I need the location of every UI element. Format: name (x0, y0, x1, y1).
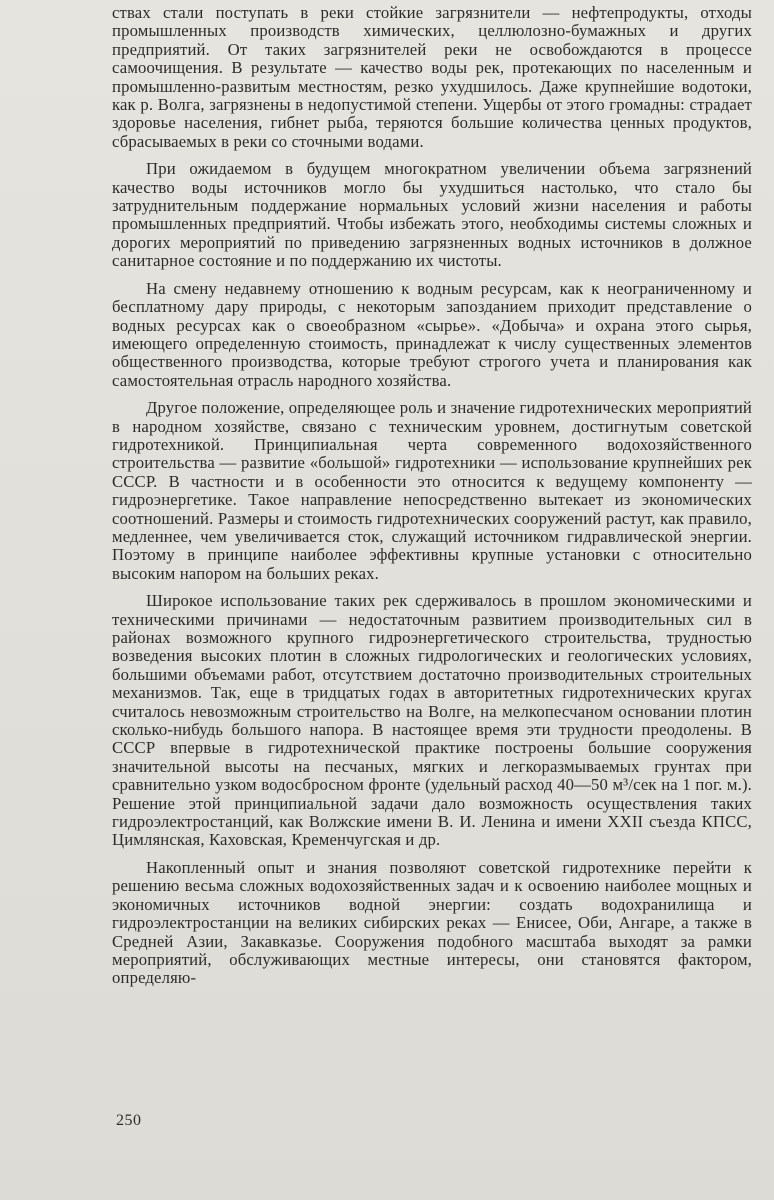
paragraph-2: При ожидаемом в будущем многократном увеличении объема загрязнений качество воды источников могло бы ухудшиться настолько, что стало бы затруднительным поддержание нормальных условий жизни населения и работы промышленных предприятий. Чтобы избежать этого, необходимы системы сложных и дорогих мероприятий по приведению загрязненных водных источников в должное санитарное состояние и по поддержанию их чистоты. (112, 159, 752, 271)
paragraph-6: Накопленный опыт и знания позволяют советской гидротехнике перейти к решению весьма сложных водохозяйственных задач и к освоению наиболее мощных и экономичных источников водной энергии: создать водохранилища и гидроэлектростанции на великих сибирских реках — Енисее, Оби, Ангаре, а также в Средней Азии, Закавказье. Сооружения подобного масштаба выходят за рамки мероприятий, обслуживающих местные интересы, они становятся фактором, определяю- (112, 857, 752, 988)
paragraph-3: На смену недавнему отношению к водным ресурсам, как к неограниченному и бесплатному дару природы, с некоторым запозданием приходит представление о водных ресурсах как о своеобразном «сырье». «Добыча» и охрана этого сырья, имеющего определенную стоимость, принадлежат к числу существенных элементов общественного производства, которые требуют строгого учета и планирования как самостоятельная отрасль народного хозяйства. (112, 278, 752, 390)
page-number: 250 (116, 1112, 142, 1129)
paragraph-4: Другое положение, определяющее роль и значение гидротехнических мероприятий в народном хозяйстве, связано с техническим уровнем, достигнутым советской гидротехникой. Принципиальная черта современного водохозяйственного строительства — развитие «большой» гидротехники — использование крупнейших рек СССР. В частности и в особенности это относится к ведущему компоненту — гидроэнергетике. Такое направление непосредственно вытекает из экономических соотношений. Размеры и стоимость гидротехнических сооружений растут, как правило, медленнее, чем увеличивается сток, служащий источником гидравлической энергии. Поэтому в принципе наиболее эффективны крупные установки с относительно высоким напором на больших реках. (112, 398, 752, 583)
paragraph-5: Широкое использование таких рек сдерживалось в прошлом экономическими и техническими причинами — недостаточным развитием производительных сил в районах возможного крупного гидроэнергетического строительства, трудностью возведения высоких плотин в сложных гидрологических и геологических условиях, большими объемами работ, отсутствием достаточно производительных строительных механизмов. Так, еще в тридцатых годах в авторитетных гидротехнических кругах считалось невозможным строительство на Волге, на мелкопесчаном основании плотин сколько-нибудь большого напора. В настоящее время эти трудности преодолены. В СССР впервые в гидротехнической практике построены большие сооружения значительной высоты на песчаных, мягких и легкоразмываемых грунтах при сравнительно узком водосбросном фронте (удельный расход 40—50 м³/сек на 1 пог. м.). Решение этой принципиальной задачи дало возможность осуществления таких гидроэлектростанций, как Волжские имени В. И. Ленина и имени XXII съезда КПСС, Цимлянская, Каховская, Кременчугская и др. (112, 591, 752, 850)
text-column (112, 4, 752, 997)
paragraph-1: ствах стали поступать в реки стойкие загрязнители — нефтепродукты, отходы промышленных производств химических, целлюлозно-бумажных и других предприятий. От таких загрязнителей реки не освобождаются в процессе самоочищения. В результате — качество воды рек, протекающих по населенным и промышленно-развитым местностям, резко ухудшилось. Даже крупнейшие водотоки, как р. Волга, загрязнены в недопустимой степени. Ущербы от этого громадны: страдает здоровье населения, гибнет рыба, теряются большие количества ценных продуктов, сбрасываемых в реки со сточными водами. (112, 3, 752, 151)
